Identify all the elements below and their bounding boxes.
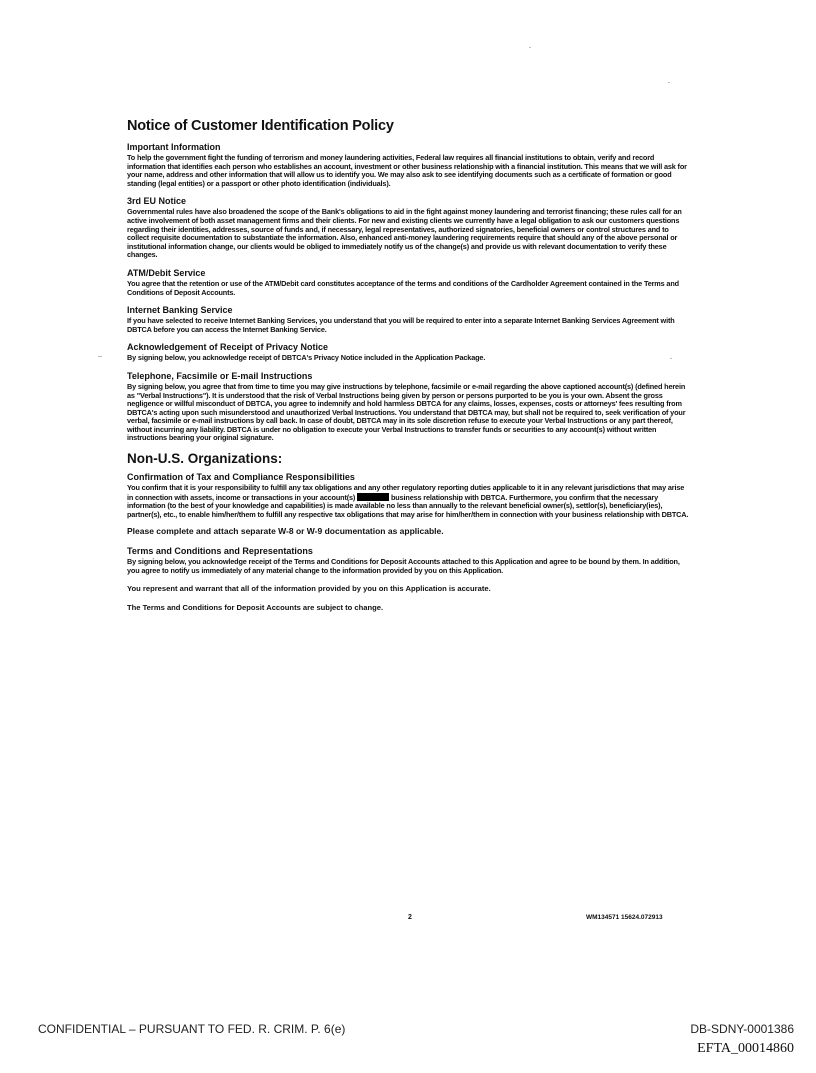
section-body: By signing below, you acknowledge receipt of the Terms and Conditions for Deposit Accounts attached to this Application and agree to be bound by them. In addition, you agree to notify us immediately of any material change to the information provided by you on this Application. (127, 557, 680, 576)
section-body: Governmental rules have also broadened the scope of the Bank's obligations to aid in the fight against money laundering and terrorist financing; these rules call for an active involvement of both asset management firms and their clients. For new and existing clients we currently have a legal obligation to ask our customers questions regarding their identities, addresses, source of funds and, if necessary, legal representatives, authorized signatories, beneficial owners or control structures and to collect requisite documentation to substantiate the information. Also, enhanced anti-money laundering requirements require that should any of the above personal or institutional information change, our clients would be obliged to immediately notify us of the change(s) and provide us with relevant documentation to verify these changes. (127, 207, 682, 260)
section-heading: Acknowledgement of Receipt of Privacy Notice (127, 342, 329, 353)
document-title: Notice of Customer Identification Policy (127, 118, 394, 134)
section-heading: Telephone, Facsimile or E-mail Instructions (127, 370, 313, 381)
section-internet-banking (127, 305, 692, 334)
accuracy-representation: You represent and warrant that all of the information provided by you on this Application is accurate. (127, 583, 491, 593)
section-heading: ATM/Debit Service (127, 267, 206, 278)
section-body: To help the government fight the funding of terrorism and money laundering activities, Federal law requires all financial institutions to obtain, verify and record information that identifies each person who establishes an account, investment or other business relationship with a financial institution. This means that we will ask for your name, address and other information that will allow us to identify you. We may also ask to see identifying documents such as a certificate of formation or good standing (legal entities) or a passport or other photo identification (individuals). (127, 153, 687, 188)
section-terms-representations (127, 546, 692, 575)
section-privacy-notice (127, 342, 692, 363)
section-body: By signing below, you acknowledge receipt of DBTCA's Privacy Notice included in the Application Package. (127, 353, 486, 363)
section-atm-debit (127, 268, 692, 297)
section-heading: Confirmation of Tax and Compliance Responsibilities (127, 472, 355, 483)
section-heading: Internet Banking Service (127, 305, 233, 316)
section-important-information (127, 142, 692, 188)
non-us-title: Non-U.S. Organizations: (127, 451, 283, 467)
scan-speck (98, 356, 102, 357)
section-heading: Terms and Conditions and Representations (127, 546, 313, 557)
section-body (127, 484, 692, 519)
scan-speck (668, 82, 670, 83)
tax-body-part-1: You confirm that it is your responsibility to fulfill any tax obligations and any other regulatory reporting duties applicable to it in any relevant jurisdictions that may arise in connection with assets, income or transactions in your account(s) (127, 483, 685, 502)
section-heading: 3rd EU Notice (127, 196, 187, 207)
section-body: You agree that the retention or use of the ATM/Debit card constitutes acceptance of the terms and conditions of the Cardholder Agreement contained in the Terms and Conditions of Deposit Accounts. (127, 278, 679, 297)
section-tax-compliance (127, 472, 692, 519)
efta-number: EFTA_00014860 (697, 1041, 794, 1056)
section-body: If you have selected to receive Internet Banking Services, you understand that you will be required to enter into a separate Internet Banking Services Agreement with DBTCA before you can access the Internet Banking Service. (127, 316, 675, 334)
page-number: 2 (408, 914, 412, 921)
section-verbal-instructions (127, 371, 692, 443)
tax-body-part-2: business relationship with DBTCA. Furthermore, you confirm that the necessary information (to the best of your knowledge and capabilities) is made available no less than annually to the relevant beneficial owner(s), settlor(s), beneficiary(ies), partner(s), etc., to enable him/her/them to fulfill any respective tax obligations that may arise for him/her/them in connection with your business relationship with DBTCA. (127, 492, 689, 519)
section-body: By signing below, you agree that from time to time you may give instructions by telephone, facsimile or e-mail regarding the above captioned account(s) (defined herein as "Verbal Instructions"). It is understood that the risk of Verbal Instructions being given by person or persons purported to be you is your own. Absent the gross negligence or willful misconduct of DBTCA, you agree to indemnify and hold harmless DBTCA for any claims, losses, expenses, costs or attorneys' fees resulting from DBTCA's acting upon such misunderstood and unauthorized Verbal Instructions. You understand that DBTCA may, but shall not be required to, seek verification of your verbal, facsimile or e-mail instructions by call back. In case of doubt, DBTCA may in its sole discretion refuse to execute your Verbal Instructions or any part thereof, without incurring any liability. DBTCA is under no obligation to execute your Verbal Instructions to transfer funds or securities to any account(s) without written instructions bearing your original signature. (127, 381, 686, 443)
section-heading: Important Information (127, 142, 221, 152)
document-page (127, 118, 692, 622)
confidential-footer: CONFIDENTIAL – PURSUANT TO FED. R. CRIM. P. 6(e) (38, 1022, 346, 1036)
section-eu-notice (127, 196, 692, 260)
terms-subject-to-change: The Terms and Conditions for Deposit Accounts are subject to change. (127, 602, 384, 612)
redaction-block (357, 493, 389, 501)
document-code: WM134571 15624.072913 (586, 914, 663, 921)
bates-number: DB-SDNY-0001386 (690, 1022, 794, 1036)
w8-w9-notice: Please complete and attach separate W-8 or W-9 documentation as applicable. (127, 526, 444, 537)
scan-speck (529, 47, 531, 48)
